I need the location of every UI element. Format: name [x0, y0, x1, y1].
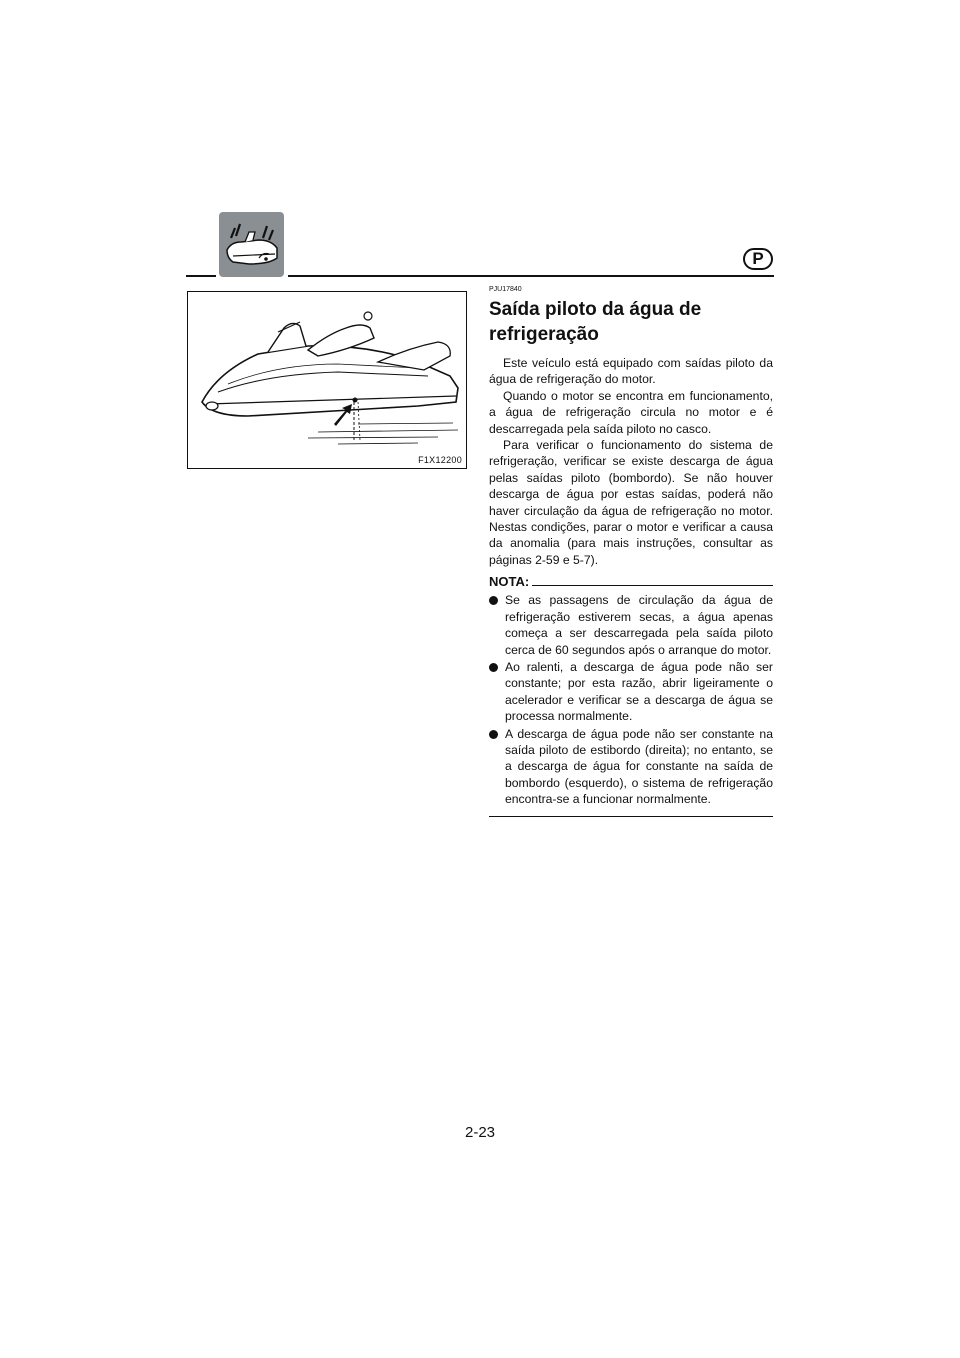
paragraph: Quando o motor se encontra em funcionamento, a água de refrigeração circula no motor e é descarregada pela saída piloto no casco. [489, 388, 773, 436]
reference-code: PJU17840 [489, 286, 522, 293]
note-item [489, 659, 773, 725]
figure-code: F1X12200 [418, 455, 462, 465]
watercraft-figure [187, 291, 467, 469]
note-item [489, 592, 773, 658]
section-title [489, 297, 773, 347]
section-title-line1: Saída piloto da água de [489, 299, 702, 320]
note-list [489, 592, 773, 807]
bullet-icon [489, 730, 498, 739]
note-item-text: Ao ralenti, a descarga de água pode não ser constante; por esta razão, abrir ligeiramente o acelerador e verificar se a descarga de água se processa normalmente. [505, 659, 773, 724]
section-content [489, 286, 773, 817]
note-divider [532, 585, 773, 586]
watercraft-illustration [188, 292, 465, 467]
header-rule [288, 275, 774, 277]
personal-watercraft-icon [219, 212, 284, 277]
note-header [489, 574, 773, 589]
page-number: 2-23 [464, 1124, 496, 1141]
language-badge: P [743, 248, 773, 270]
note-item-text: Se as passagens de circulação da água de refrigeração estiverem secas, a água apenas começa a ser descarregada pela saída piloto cerca de 60 segundos após o arranque do motor. [505, 593, 773, 657]
bullet-icon [489, 596, 498, 605]
paragraph: Este veículo está equipado com saídas piloto da água de refrigeração do motor. [489, 356, 773, 387]
paragraph: Para verificar o funcionamento do sistema de refrigeração, verificar se existe descarga de água pelas saídas piloto (bombordo). Se não houver descarga de água por estas saídas, poderá não haver circulação da água de refrigeração no motor. Nestas condições, parar o motor e verificar a causa da anomalia (para mais instruções, consultar as páginas 2-59 e 5-7). [489, 438, 773, 567]
note-end-divider [489, 816, 773, 817]
note-item [489, 726, 773, 808]
header-rule-left [186, 275, 216, 277]
section-title-line2: refrigeração [489, 324, 599, 345]
note-item-text: A descarga de água pode não ser constante na saída piloto de estibordo (direita); no entanto, se a descarga de água for constante na saída de bombordo (esquerdo), o sistema de refrigeração encontra-se a funcionar normalmente. [505, 726, 773, 807]
note-label: NOTA: [489, 574, 530, 590]
bullet-icon [489, 663, 498, 672]
